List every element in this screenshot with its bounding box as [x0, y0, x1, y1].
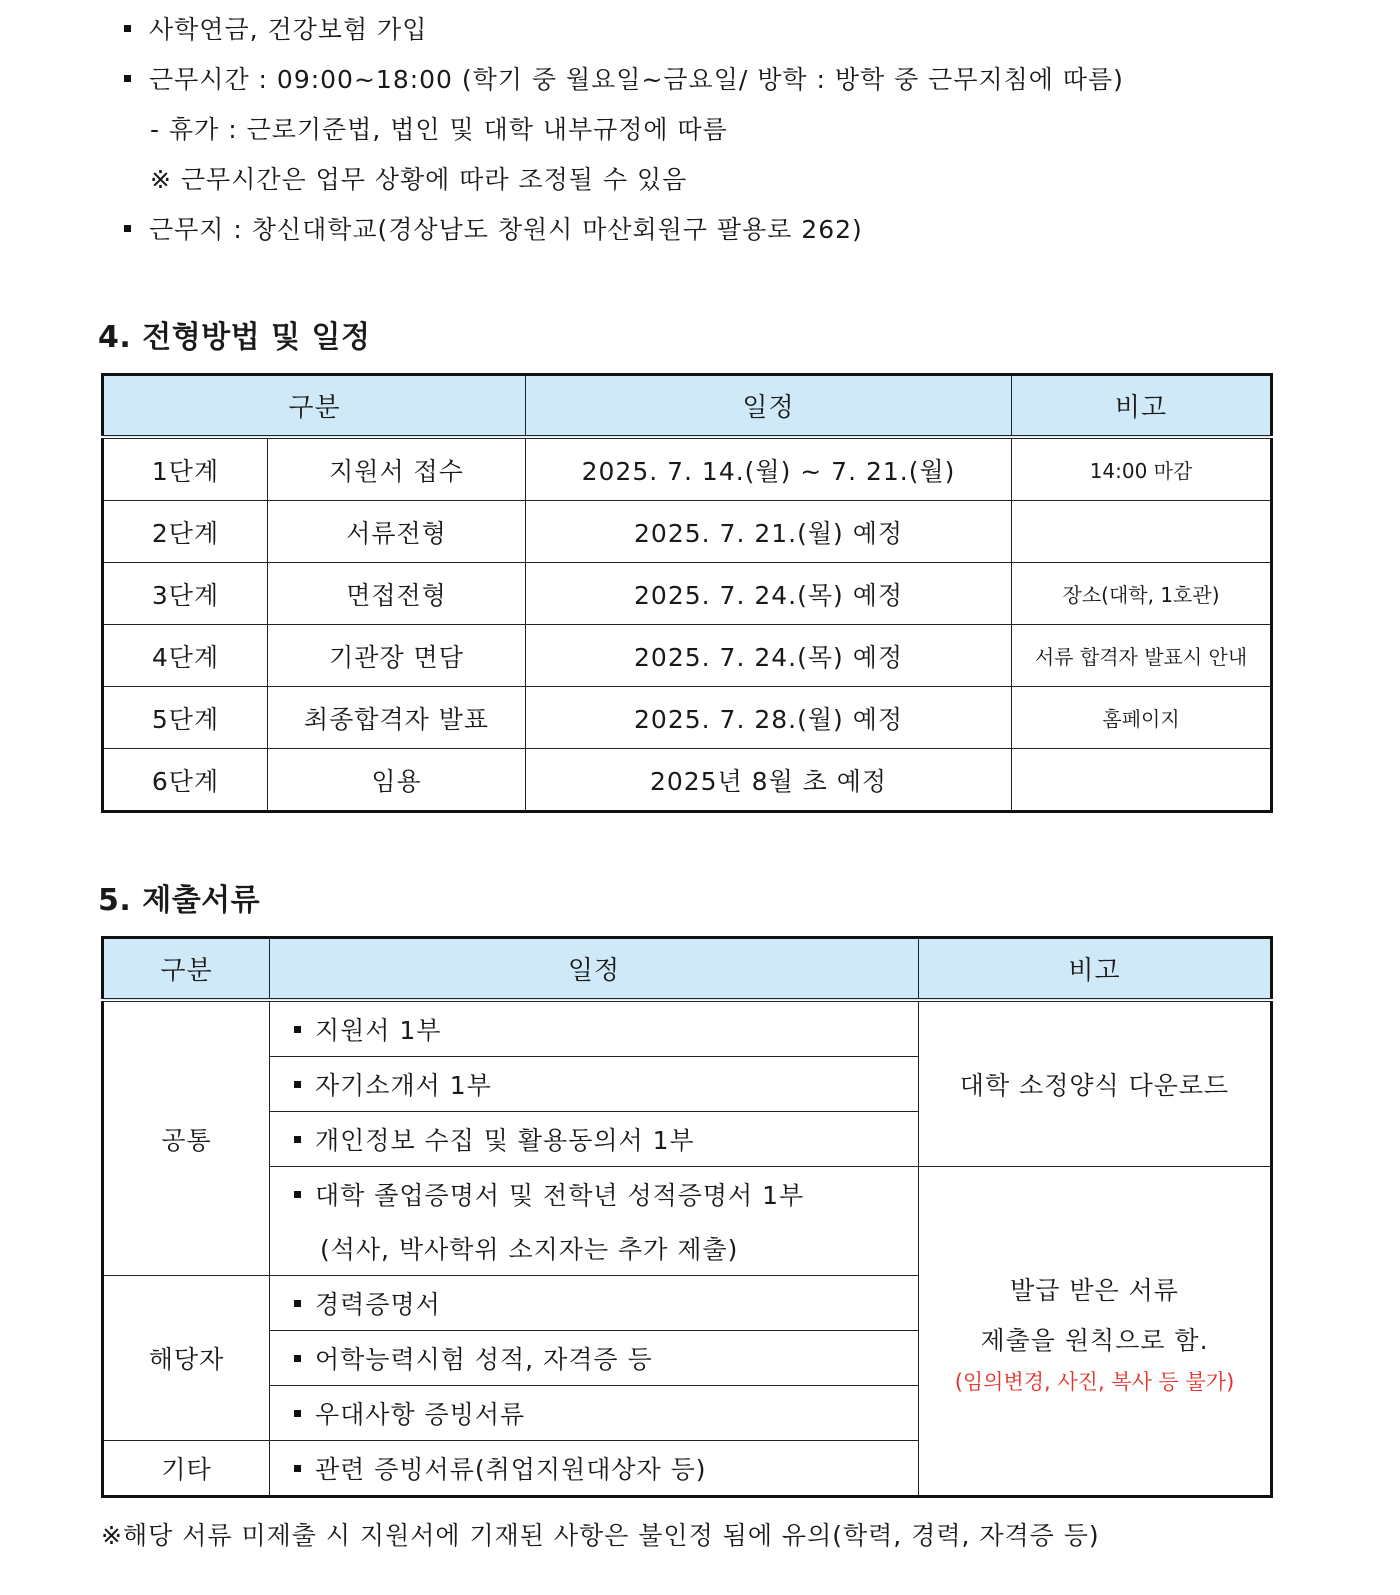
document-item: 관련 증빙서류(취업지원대상자 등) [270, 1441, 919, 1497]
bullet-icon [294, 1191, 301, 1198]
header-category: 구분 [103, 938, 270, 1001]
document-item: 대학 졸업증명서 및 전학년 성적증명서 1부 [270, 1167, 919, 1222]
document-item: 어학능력시험 성적, 자격증 등 [270, 1331, 919, 1386]
note-issued-cell [919, 1167, 1272, 1497]
bullet-icon [294, 1410, 301, 1417]
stage-date-cell: 2025. 7. 14.(월) ~ 7. 21.(월) [526, 437, 1012, 501]
table-header-row [103, 375, 1272, 438]
group-applicable-cell: 해당자 [103, 1276, 270, 1441]
bullet-icon [124, 225, 131, 232]
bullet-icon [294, 1136, 301, 1143]
note-issued-line1: 발급 받은 서류 [1010, 1276, 1179, 1305]
document-item-continuation: (석사, 박사학위 소지자는 추가 제출) [270, 1221, 919, 1276]
stage-name-cell: 면접전형 [268, 563, 526, 625]
intro-item-location: 근무지 : 창신대학교(경상남도 창원시 마산회원구 팔용로 262) [124, 213, 863, 247]
table-row [103, 1167, 1272, 1222]
stage-name-cell: 최종합격자 발표 [268, 687, 526, 749]
table-row [103, 749, 1272, 812]
stage-date-cell: 2025. 7. 21.(월) 예정 [526, 501, 1012, 563]
stage-name-cell: 임용 [268, 749, 526, 812]
stage-name-cell: 기관장 면담 [268, 625, 526, 687]
stage-cell: 6단계 [103, 749, 268, 812]
stage-date-cell: 2025년 8월 초 예정 [526, 749, 1012, 812]
table-row [103, 625, 1272, 687]
section5-title: 5. 제출서류 [98, 883, 261, 918]
document-item: 개인정보 수집 및 활용동의서 1부 [270, 1112, 919, 1167]
stage-name-cell: 서류전형 [268, 501, 526, 563]
table-row [103, 1000, 1272, 1057]
bullet-icon [294, 1465, 301, 1472]
stage-cell: 5단계 [103, 687, 268, 749]
stage-date-cell: 2025. 7. 24.(목) 예정 [526, 563, 1012, 625]
stage-note-cell: 서류 합격자 발표시 안내 [1012, 625, 1272, 687]
header-schedule: 일정 [270, 938, 919, 1001]
table-row [103, 563, 1272, 625]
header-note: 비고 [919, 938, 1272, 1001]
stage-note-cell: 장소(대학, 1호관) [1012, 563, 1272, 625]
table-row [103, 437, 1272, 501]
table-row [103, 687, 1272, 749]
bullet-icon [124, 75, 131, 82]
header-note: 비고 [1012, 375, 1272, 438]
intro-item-hours: 근무시간 : 09:00~18:00 (학기 중 월요일~금요일/ 방학 : 방학 중 근무지침에 따름) [124, 63, 1124, 97]
table-header-row [103, 938, 1272, 1001]
intro-item-hours-note: ※ 근무시간은 업무 상황에 따라 조정될 수 있음 [150, 165, 688, 194]
stage-cell: 4단계 [103, 625, 268, 687]
footer-note: ※해당 서류 미제출 시 지원서에 기재된 사항은 불인정 됨에 유의(학력, 경력, 자격증 등) [101, 1521, 1100, 1550]
bullet-icon [294, 1081, 301, 1088]
document-item: 우대사항 증빙서류 [270, 1386, 919, 1441]
header-category: 구분 [103, 375, 526, 438]
bullet-icon [294, 1355, 301, 1362]
stage-name-cell: 지원서 접수 [268, 437, 526, 501]
bullet-icon [294, 1300, 301, 1307]
document-item: 자기소개서 1부 [270, 1057, 919, 1112]
table-row [103, 501, 1272, 563]
selection-schedule-table [101, 373, 1273, 813]
document-item: 지원서 1부 [270, 1000, 919, 1057]
stage-date-cell: 2025. 7. 28.(월) 예정 [526, 687, 1012, 749]
stage-note-cell: 14:00 마감 [1012, 437, 1272, 501]
intro-item-insurance: 사학연금, 건강보험 가입 [124, 13, 427, 47]
stage-date-cell: 2025. 7. 24.(목) 예정 [526, 625, 1012, 687]
stage-note-cell [1012, 749, 1272, 812]
stage-cell: 1단계 [103, 437, 268, 501]
intro-item-vacation: - 휴가 : 근로기준법, 법인 및 대학 내부규정에 따름 [150, 115, 728, 144]
note-issued-line2: 제출을 원칙으로 함. [980, 1326, 1209, 1355]
stage-cell: 3단계 [103, 563, 268, 625]
stage-note-cell: 홈페이지 [1012, 687, 1272, 749]
document-item: 경력증명서 [270, 1276, 919, 1331]
bullet-icon [124, 25, 131, 32]
documents-table [101, 936, 1273, 1498]
section4-title: 4. 전형방법 및 일정 [98, 320, 371, 355]
stage-cell: 2단계 [103, 501, 268, 563]
group-other-cell: 기타 [103, 1441, 270, 1497]
note-issued-warning: (임의변경, 사진, 복사 등 불가) [954, 1370, 1235, 1394]
bullet-icon [294, 1026, 301, 1033]
header-schedule: 일정 [526, 375, 1012, 438]
stage-note-cell [1012, 501, 1272, 563]
group-common-cell: 공통 [103, 1000, 270, 1276]
note-download-cell: 대학 소정양식 다운로드 [919, 1000, 1272, 1167]
